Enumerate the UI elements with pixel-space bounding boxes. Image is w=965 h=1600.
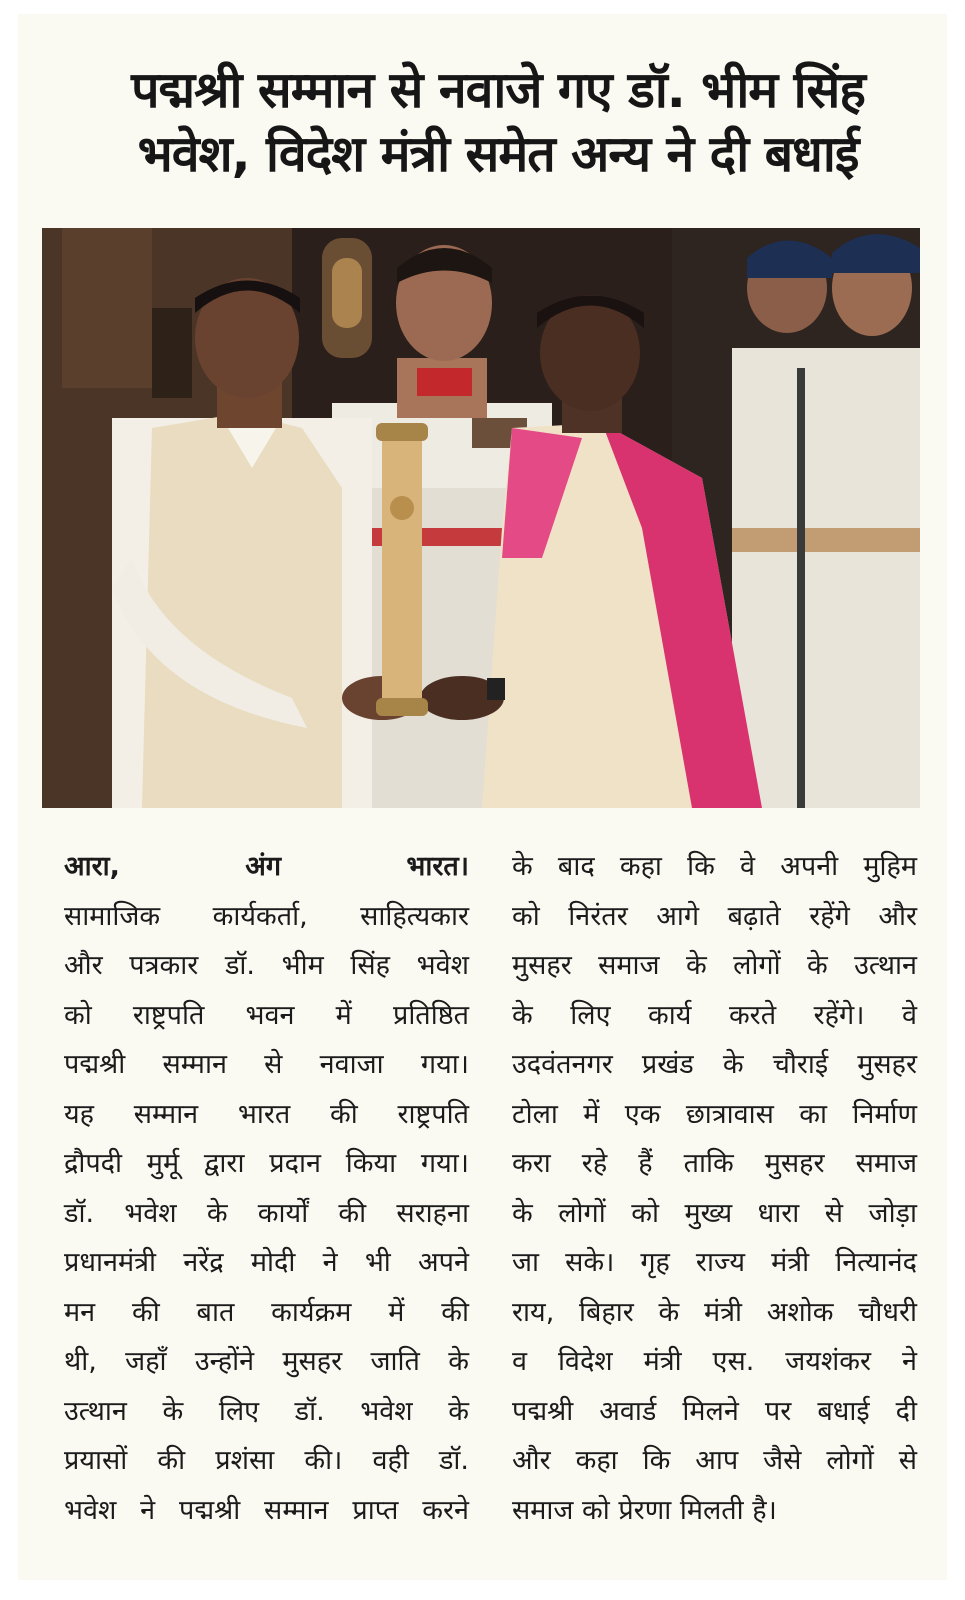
article-column-left bbox=[64, 842, 469, 1535]
article-line: समाज को प्रेरणा मिलती है। bbox=[512, 1494, 777, 1526]
article-line: के लोगों को मुख्य धारा से जोड़ा bbox=[512, 1197, 917, 1229]
article-line: के बाद कहा कि वे अपनी मुहिम bbox=[512, 851, 917, 882]
headline-line-2: भवेश, विदेश मंत्री समेत अन्य ने दी बधाई bbox=[137, 125, 859, 183]
article-line: यह सम्मान भारत की राष्ट्रपति bbox=[64, 1098, 469, 1130]
article-line: टोला में एक छात्रावास का निर्माण bbox=[512, 1098, 917, 1130]
newspaper-clipping bbox=[18, 14, 947, 1580]
article-line: और कहा कि आप जैसे लोगों से bbox=[512, 1445, 917, 1476]
article-line: सामाजिक कार्यकर्ता, साहित्यकार bbox=[64, 900, 469, 932]
article-line: मन की बात कार्यक्रम में की bbox=[64, 1296, 469, 1328]
article-line: मुसहर समाज के लोगों के उत्थान bbox=[512, 950, 917, 981]
article-line: उदवंतनगर प्रखंड के चौराई मुसहर bbox=[512, 1049, 917, 1080]
article-column-right bbox=[512, 842, 917, 1535]
article-line: को राष्ट्रपति भवन में प्रतिष्ठित bbox=[64, 999, 469, 1031]
headline-line-1: पद्मश्री सम्मान से नवाजे गए डॉ. भीम सिंह bbox=[131, 61, 865, 119]
article-line: डॉ. भवेश के कार्यों की सराहना bbox=[64, 1197, 469, 1229]
article-line: के लिए कार्य करते रहेंगे। वे bbox=[512, 999, 917, 1031]
award-ceremony-photo bbox=[42, 228, 920, 808]
dateline: आरा, अंग भारत। bbox=[64, 851, 469, 882]
article-line: और पत्रकार डॉ. भीम सिंह भवेश bbox=[64, 950, 469, 981]
article-line: प्रधानमंत्री नरेंद्र मोदी ने भी अपने bbox=[64, 1247, 469, 1278]
article-line: द्रौपदी मुर्मू द्वारा प्रदान किया गया। bbox=[64, 1148, 469, 1179]
article-line: व विदेश मंत्री एस. जयशंकर ने bbox=[512, 1346, 917, 1377]
article-line: थी, जहाँ उन्होंने मुसहर जाति के bbox=[64, 1346, 469, 1377]
article-line: उत्थान के लिए डॉ. भवेश के bbox=[64, 1395, 469, 1427]
article-line: जा सके। गृह राज्य मंत्री नित्यानंद bbox=[512, 1247, 917, 1278]
article-line: प्रयासों की प्रशंसा की। वही डॉ. bbox=[64, 1445, 469, 1476]
article-line: को निरंतर आगे बढ़ाते रहेंगे और bbox=[512, 900, 917, 932]
article-line: करा रहे हैं ताकि मुसहर समाज bbox=[512, 1148, 917, 1179]
headline bbox=[58, 58, 938, 186]
article-line: पद्मश्री अवार्ड मिलने पर बधाई दी bbox=[512, 1395, 917, 1427]
article-line: भवेश ने पद्मश्री सम्मान प्राप्त करने bbox=[64, 1494, 469, 1526]
article-line: पद्मश्री सम्मान से नवाजा गया। bbox=[64, 1049, 469, 1080]
article-line: राय, बिहार के मंत्री अशोक चौधरी bbox=[512, 1296, 917, 1328]
